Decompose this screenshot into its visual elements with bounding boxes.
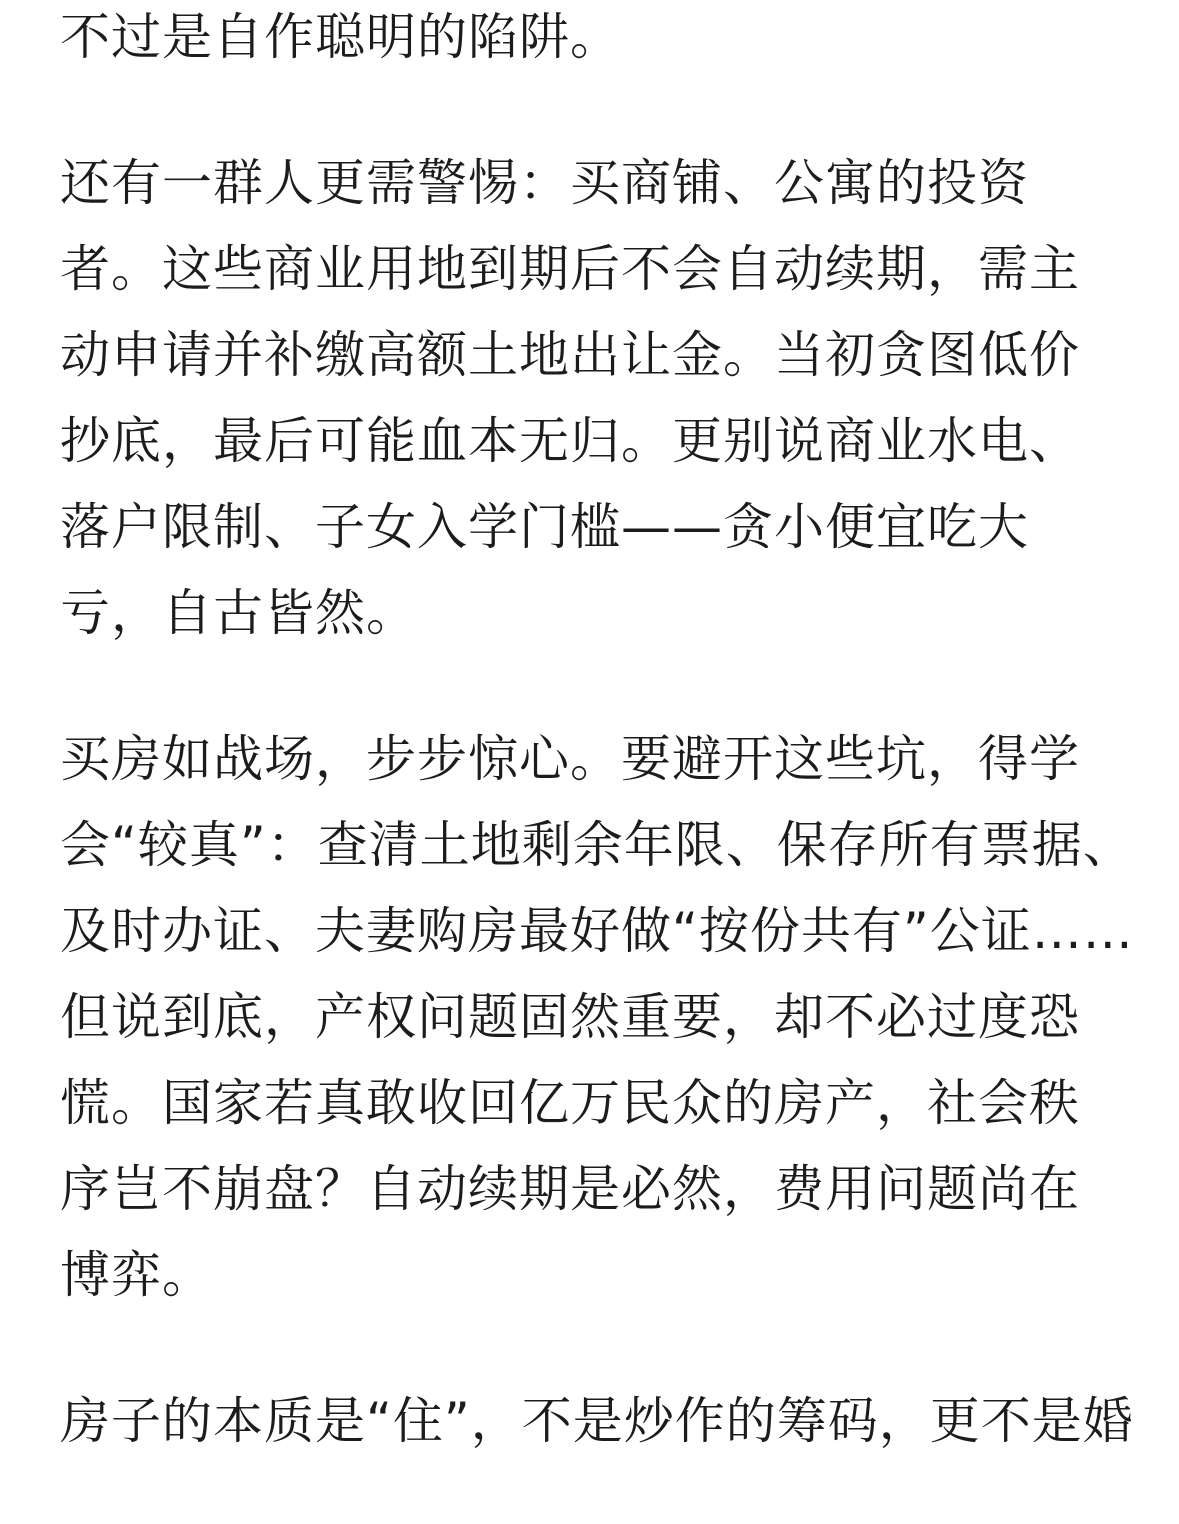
paragraph-1 xyxy=(60,0,1118,80)
text-line: 房子的本质是“住”，不是炒作的筹码，更不是婚 xyxy=(60,1392,1134,1450)
article-body xyxy=(60,0,1134,1524)
text-line: 亏，自古皆然。 xyxy=(60,584,417,642)
text-line: 但说到底，产权问题固然重要，却不必过度恐 xyxy=(60,988,1080,1046)
paragraph-2 xyxy=(60,140,1118,656)
text-line: 序岂不崩盘？自动续期是必然，费用问题尚在 xyxy=(60,1160,1080,1218)
text-line: 还有一群人更需警惕：买商铺、公寓的投资 xyxy=(60,154,1029,212)
text-line: 博弈。 xyxy=(60,1246,213,1304)
text-line: 买房如战场，步步惊心。要避开这些坑，得学 xyxy=(60,730,1080,788)
text-line: 落户限制、子女入学门槛——贪小便宜吃大 xyxy=(60,498,1029,556)
text-line: 及时办证、夫妻购房最好做“按份共有”公证…… xyxy=(60,902,1134,960)
text-line: 会“较真”：查清土地剩余年限、保存所有票据、 xyxy=(60,816,1134,874)
paragraph-4 xyxy=(60,1378,1134,1464)
text-line: 者。这些商业用地到期后不会自动续期，需主 xyxy=(60,240,1080,298)
text-line: 动申请并补缴高额土地出让金。当初贪图低价 xyxy=(60,326,1080,384)
text-line: 慌。国家若真敢收回亿万民众的房产，社会秩 xyxy=(60,1074,1080,1132)
paragraph-3 xyxy=(60,716,1134,1318)
text-line: 抄底，最后可能血本无归。更别说商业水电、 xyxy=(60,412,1080,470)
text-line: 不过是自作聪明的陷阱。 xyxy=(60,8,621,66)
